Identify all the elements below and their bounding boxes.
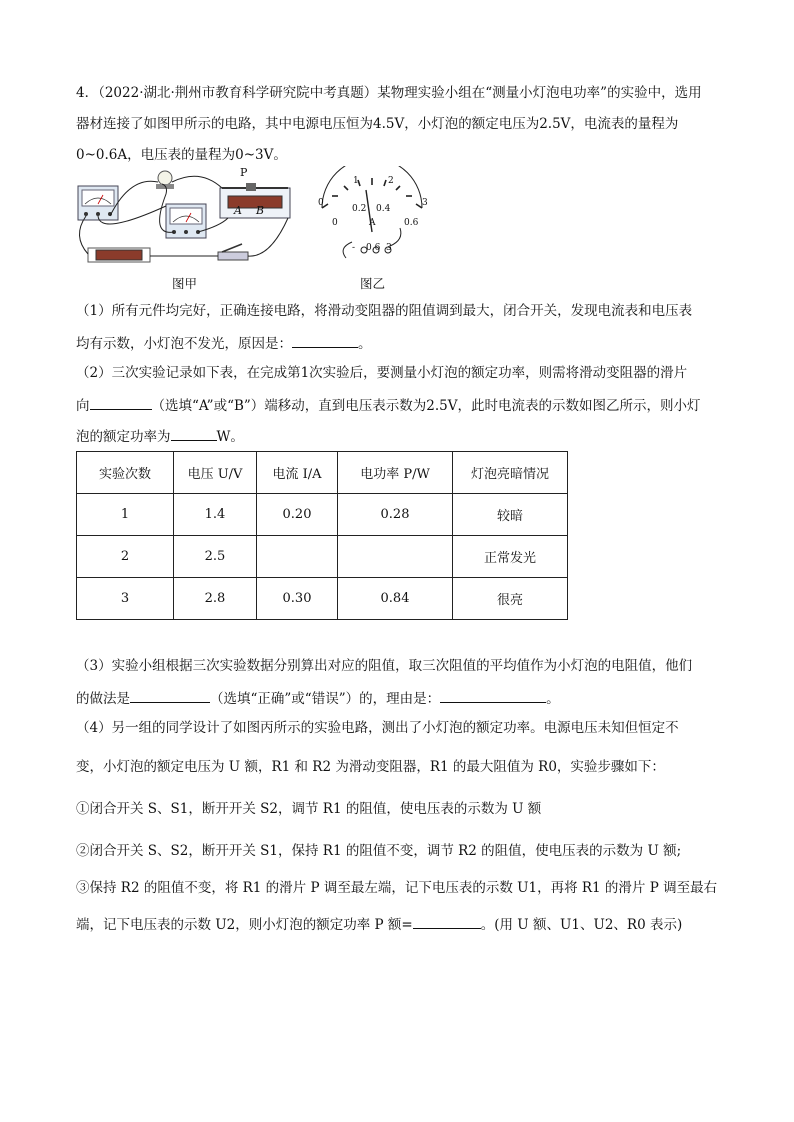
part1-text-b: 。: [358, 336, 372, 352]
part1-line-2: [76, 333, 372, 353]
experiment-table: [76, 451, 568, 620]
header-cell: 灯泡亮暗情况: [453, 452, 568, 494]
table-cell: 0.84: [338, 578, 453, 620]
part2-text-c: 泡的额定功率为: [76, 429, 171, 445]
part4-text-a: 端，记下电压表的示数 U2，则小灯泡的额定功率 P 额=: [76, 917, 413, 933]
part2-text-a: 向: [76, 398, 90, 414]
label-p: P: [240, 166, 248, 179]
part3-line-2: [76, 688, 560, 708]
part2-line-2: [76, 395, 701, 415]
table-cell: 1.4: [174, 494, 257, 536]
answer-blank-3[interactable]: [171, 426, 217, 441]
table-row: [77, 494, 568, 536]
dial-top-0: 0: [318, 198, 324, 208]
table-cell: 正常发光: [453, 536, 568, 578]
question-line-2: 器材连接了如图甲所示的电路，其中电源电压恒为4.5V，小灯泡的额定电压为2.5V，电流表的量程为: [76, 116, 679, 132]
figures: [70, 166, 450, 296]
dial-bottom-0-4: 0.4: [376, 204, 391, 214]
table-cell: 较暗: [453, 494, 568, 536]
dial-unit: A: [369, 218, 376, 228]
part3-line-1: （3）实验小组根据三次实验数据分别算出对应的阻值，取三次阻值的平均值作为小灯泡的电阻值，他们: [76, 658, 693, 674]
dial-bottom-0-6: 0.6: [404, 218, 419, 228]
dial-top-2: 2: [388, 176, 394, 186]
table-cell: 0.20: [257, 494, 338, 536]
table-cell: 1: [77, 494, 174, 536]
question-line-1: 4．（2022·湖北·荆州市教育科学研究院中考真题）某物理实验小组在“测量小灯泡电功率”的实验中，选用: [76, 85, 702, 101]
header-cell: 电压 U/V: [174, 452, 257, 494]
table-cell: 0.28: [338, 494, 453, 536]
dial-top-3: 3: [422, 198, 428, 208]
label-b: B: [256, 204, 265, 217]
part4-step-1: ①闭合开关 S、S1，断开开关 S2，调节 R1 的阻值，使电压表的示数为 U 额: [76, 801, 542, 817]
part3-text-a: 的做法是: [76, 691, 130, 707]
figure-yi-caption: 图乙: [360, 276, 386, 291]
part4-step-3b: [76, 914, 682, 934]
answer-blank-5[interactable]: [440, 688, 546, 703]
part3-text-b: （选填“正确”或“错误”）的，理由是：: [210, 691, 441, 707]
table-cell: 2.5: [174, 536, 257, 578]
table-cell: 2: [77, 536, 174, 578]
answer-blank-2[interactable]: [90, 395, 152, 410]
part2-text-b: （选填“A”或“B”）端移动，直到电压表示数为2.5V，此时电流表的示数如图乙所示，则小灯: [151, 398, 701, 414]
part4-line-1: （4）另一组的同学设计了如图丙所示的实验电路，测出了小灯泡的额定功率。电源电压未知但恒定不: [76, 720, 679, 736]
part3-text-c: 。: [546, 691, 560, 707]
dial-top-1: 1: [353, 176, 359, 186]
table-cell: 3: [77, 578, 174, 620]
table-cell: 很亮: [453, 578, 568, 620]
header-cell: 电功率 P/W: [338, 452, 453, 494]
part4-step-2: ②闭合开关 S、S2，断开开关 S1，保持 R1 的阻值不变，调节 R2 的阻值，使电压表的示数为 U 额;: [76, 843, 682, 859]
table-cell-empty[interactable]: [338, 536, 453, 578]
part1-line-1: （1）所有元件均完好，正确连接电路，将滑动变阻器的阻值调到最大，闭合开关，发现电流表和电压表: [76, 303, 693, 319]
part2-line-3: [76, 426, 244, 446]
dial-bottom-0: 0: [332, 218, 338, 228]
label-a: A: [234, 204, 242, 217]
table-cell: 0.30: [257, 578, 338, 620]
question-line-3: 0~0.6A，电压表的量程为0~3V。: [76, 147, 287, 163]
part4-text-b: 。(用 U 额、U1、U2、R0 表示): [480, 917, 683, 933]
table-cell: 2.8: [174, 578, 257, 620]
terminal-minus: -: [352, 243, 356, 253]
part4-line-2: 变，小灯泡的额定电压为 U 额，R1 和 R2 为滑动变阻器，R1 的最大阻值为 R0，实验步骤如下：: [76, 759, 665, 775]
answer-blank-6[interactable]: [413, 914, 481, 929]
part2-line-1: （2）三次实验记录如下表，在完成第1次实验后，要测量小灯泡的额定功率，则需将滑动变阻器的滑片: [76, 365, 688, 381]
dial-bottom-0-2: 0.2: [352, 204, 367, 214]
part2-text-d: W。: [216, 429, 244, 445]
answer-blank-4[interactable]: [130, 688, 210, 703]
table-cell-empty[interactable]: [257, 536, 338, 578]
terminal-0-6: 0.6: [366, 243, 381, 253]
terminal-3: 3: [386, 243, 392, 253]
figure-jia-caption: 图甲: [172, 276, 198, 291]
part1-text-a: 均有示数，小灯泡不发光，原因是：: [76, 336, 292, 352]
part4-step-3a: ③保持 R2 的阻值不变，将 R1 的滑片 P 调至最左端，记下电压表的示数 U1，再将 R1 的滑片 P 调至最右: [76, 880, 718, 896]
answer-blank-1[interactable]: [292, 333, 358, 348]
table-row: [77, 536, 568, 578]
table-header-row: [77, 452, 568, 494]
header-cell: 电流 I/A: [257, 452, 338, 494]
table-row: [77, 578, 568, 620]
header-cell: 实验次数: [77, 452, 174, 494]
